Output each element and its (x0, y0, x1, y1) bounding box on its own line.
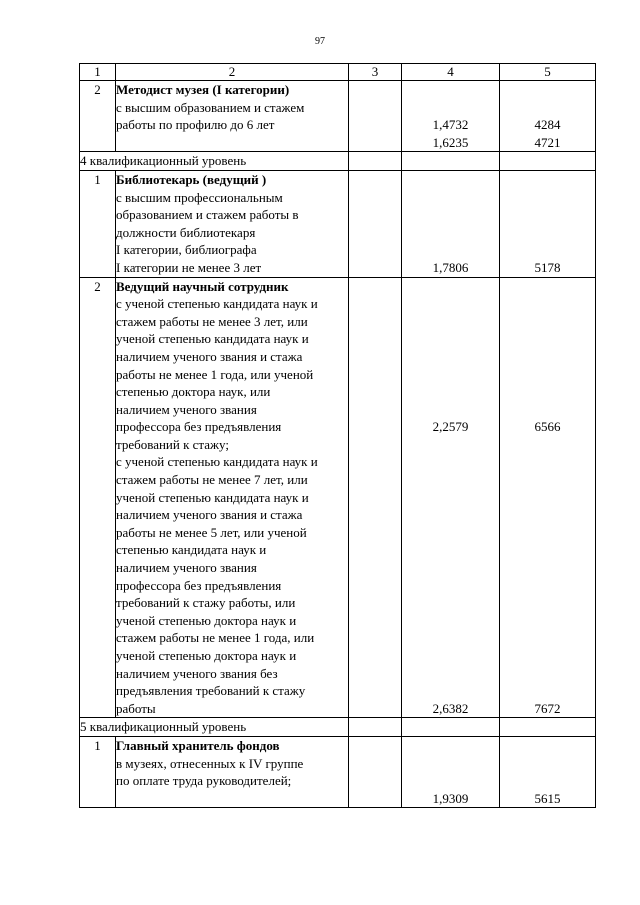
coefficient-value: 1,7806 (432, 259, 469, 275)
description-line: наличием ученого звания и стажа (116, 507, 303, 523)
description-line: с высшим профессиональным (116, 189, 283, 205)
empty-cell (402, 152, 500, 171)
description-line: стажем работы не менее 3 лет, или (116, 313, 308, 329)
coefficient-value: 1,9309 (432, 790, 469, 806)
description-line: наличием ученого звания (116, 560, 257, 576)
position-title: Главный хранитель фондов (116, 737, 280, 753)
table-header-row (80, 64, 596, 81)
header-cell-3: 3 (349, 64, 402, 81)
salary-cell (500, 81, 596, 152)
position-description (116, 736, 349, 807)
salary-value: 6566 (534, 419, 561, 435)
description-line: ученой степенью кандидата наук и (116, 489, 309, 505)
position-description (116, 277, 349, 718)
description-line: должности библиотекаря (116, 224, 256, 240)
description-line: работы не менее 5 лет, или ученой (116, 524, 307, 540)
header-cell-5: 5 (500, 64, 596, 81)
salary-cell (500, 277, 596, 718)
coefficient-cell (402, 81, 500, 152)
position-description (116, 81, 349, 152)
salary-cell (500, 736, 596, 807)
description-line: I категории, библиографа (116, 242, 257, 258)
salary-value: 4721 (534, 134, 561, 150)
row-number: 1 (80, 736, 116, 807)
description-line: работы (116, 700, 156, 716)
salary-value: 5178 (534, 259, 561, 275)
description-line: I категории не менее 3 лет (116, 259, 262, 275)
column-3-cell (349, 277, 402, 718)
header-cell-1: 1 (80, 64, 116, 81)
salary-table (79, 63, 596, 808)
page-number: 97 (315, 36, 325, 47)
table-row (80, 277, 596, 718)
coefficient-cell (402, 170, 500, 277)
salary-value: 5615 (534, 790, 561, 806)
position-description (116, 170, 349, 277)
empty-cell (500, 718, 596, 737)
description-line: ученой степенью доктора наук и (116, 612, 297, 628)
header-cell-2: 2 (116, 64, 349, 81)
description-line: в музеях, отнесенных к IV группе (116, 755, 304, 771)
column-3-cell (349, 736, 402, 807)
coefficient-cell (402, 736, 500, 807)
description-line: с высшим образованием и стажем (116, 99, 305, 115)
empty-cell (402, 718, 500, 737)
table-row (80, 170, 596, 277)
description-line: по оплате труда руководителей; (116, 773, 292, 789)
qualification-level-row (80, 718, 596, 737)
description-line: профессора без предъявления (116, 419, 282, 435)
coefficient-cell (402, 277, 500, 718)
header-cell-4: 4 (402, 64, 500, 81)
description-line: образованием и стажем работы в (116, 207, 299, 223)
coefficient-value: 2,6382 (432, 700, 469, 716)
coefficient-value: 1,6235 (432, 134, 469, 150)
qualification-level-label: 4 квалификационный уровень (80, 152, 349, 171)
empty-cell (500, 152, 596, 171)
empty-cell (349, 152, 402, 171)
description-line: наличием ученого звания (116, 401, 257, 417)
row-number: 2 (80, 277, 116, 718)
description-line: степенью кандидата наук и (116, 542, 267, 558)
description-line: ученой степенью доктора наук и (116, 648, 297, 663)
row-number: 1 (80, 170, 116, 277)
description-line: с ученой степенью кандидата наук и (116, 296, 318, 312)
position-title: Методист музея (I категории) (116, 82, 290, 97)
description-line: степенью доктора наук, или (116, 384, 271, 400)
coefficient-value: 2,2579 (432, 419, 469, 435)
description-line: наличием ученого звания и стажа (116, 348, 303, 364)
salary-value: 4284 (534, 117, 561, 133)
description-line: предъявления требований к стажу (116, 683, 306, 699)
table-row (80, 736, 596, 807)
description-line: ученой степенью кандидата наук и (116, 331, 309, 347)
coefficient-value: 1,4732 (432, 117, 469, 133)
table-row (80, 81, 596, 152)
row-number: 2 (80, 81, 116, 152)
qualification-level-row (80, 152, 596, 171)
description-line: стажем работы не менее 7 лет, или (116, 472, 308, 488)
description-line: требований к стажу работы, или (116, 595, 296, 611)
description-line: работы по профилю до 6 лет (116, 117, 275, 133)
description-line: стажем работы не менее 1 года, или (116, 630, 315, 646)
description-line: с ученой степенью кандидата наук и (116, 454, 318, 470)
description-line: работы не менее 1 года, или ученой (116, 366, 314, 382)
empty-cell (349, 718, 402, 737)
salary-value: 7672 (534, 700, 561, 716)
column-3-cell (349, 81, 402, 152)
salary-cell (500, 170, 596, 277)
description-line: наличием ученого звания без (116, 665, 278, 681)
position-title: Ведущий научный сотрудник (116, 278, 289, 294)
column-3-cell (349, 170, 402, 277)
description-line: профессора без предъявления (116, 577, 282, 593)
qualification-level-label: 5 квалификационный уровень (80, 718, 349, 737)
description-line: требований к стажу; (116, 436, 229, 452)
position-title: Библиотекарь (ведущий ) (116, 171, 267, 187)
